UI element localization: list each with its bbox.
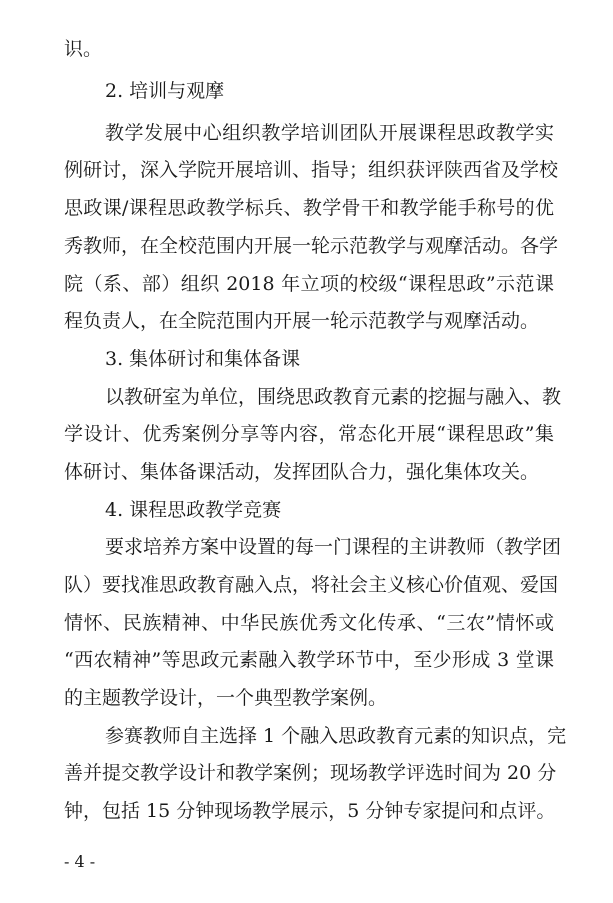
body-text-line: 学设计、优秀案例分享等内容，常态化开展“课程思政”集 xyxy=(64,423,554,445)
body-text-line: 思政课/课程思政教学标兵、教学骨干和教学能手称号的优 xyxy=(64,197,554,219)
body-text-line: 程负责人，在全院范围内开展一轮示范教学与观摩活动。 xyxy=(64,310,540,332)
page-number: - 4 - xyxy=(64,852,96,871)
body-text-line: 要求培养方案中设置的每一门课程的主讲教师（教学团 xyxy=(105,536,562,558)
body-text-line: 的主题教学设计，一个典型教学案例。 xyxy=(64,687,388,709)
body-text-line: 参赛教师自主选择 1 个融入思政教育元素的知识点，完 xyxy=(105,725,567,747)
section-heading: 2. 培训与观摩 xyxy=(105,80,225,102)
section-heading: 3. 集体研讨和集体备课 xyxy=(105,348,301,370)
body-text-line: 队）要找准思政教育融入点，将社会主义核心价值观、爱国 xyxy=(64,574,559,596)
body-text-line: “西农精神”等思政元素融入教学环节中，至少形成 3 堂课 xyxy=(64,649,554,671)
body-text-line: 院（系、部）组织 2018 年立项的校级“课程思政”示范课 xyxy=(64,273,554,295)
body-text-line: 体研讨、集体备课活动，发挥团队合力，强化集体攻关。 xyxy=(64,461,540,483)
body-text-line: 教学发展中心组织教学培训团队开展课程思政教学实 xyxy=(105,122,554,144)
body-text-line: 例研讨，深入学院开展培训、指导；组织获评陕西省及学校 xyxy=(64,159,559,181)
body-text-line: 秀教师，在全校范围内开展一轮示范教学与观摩活动。各学 xyxy=(64,235,559,257)
body-text-line: 善并提交教学设计和教学案例；现场教学评选时间为 20 分 xyxy=(64,762,557,784)
body-text-line: 钟，包括 15 分钟现场教学展示，5 分钟专家提问和点评。 xyxy=(64,800,556,822)
body-text-line: 情怀、民族精神、中华民族优秀文化传承、“三农”情怀或 xyxy=(64,612,554,634)
body-text-line: 识。 xyxy=(64,38,103,60)
section-heading: 4. 课程思政教学竞赛 xyxy=(105,499,282,521)
body-text-line: 以教研室为单位，围绕思政教育元素的挖掘与融入、教 xyxy=(105,386,562,408)
